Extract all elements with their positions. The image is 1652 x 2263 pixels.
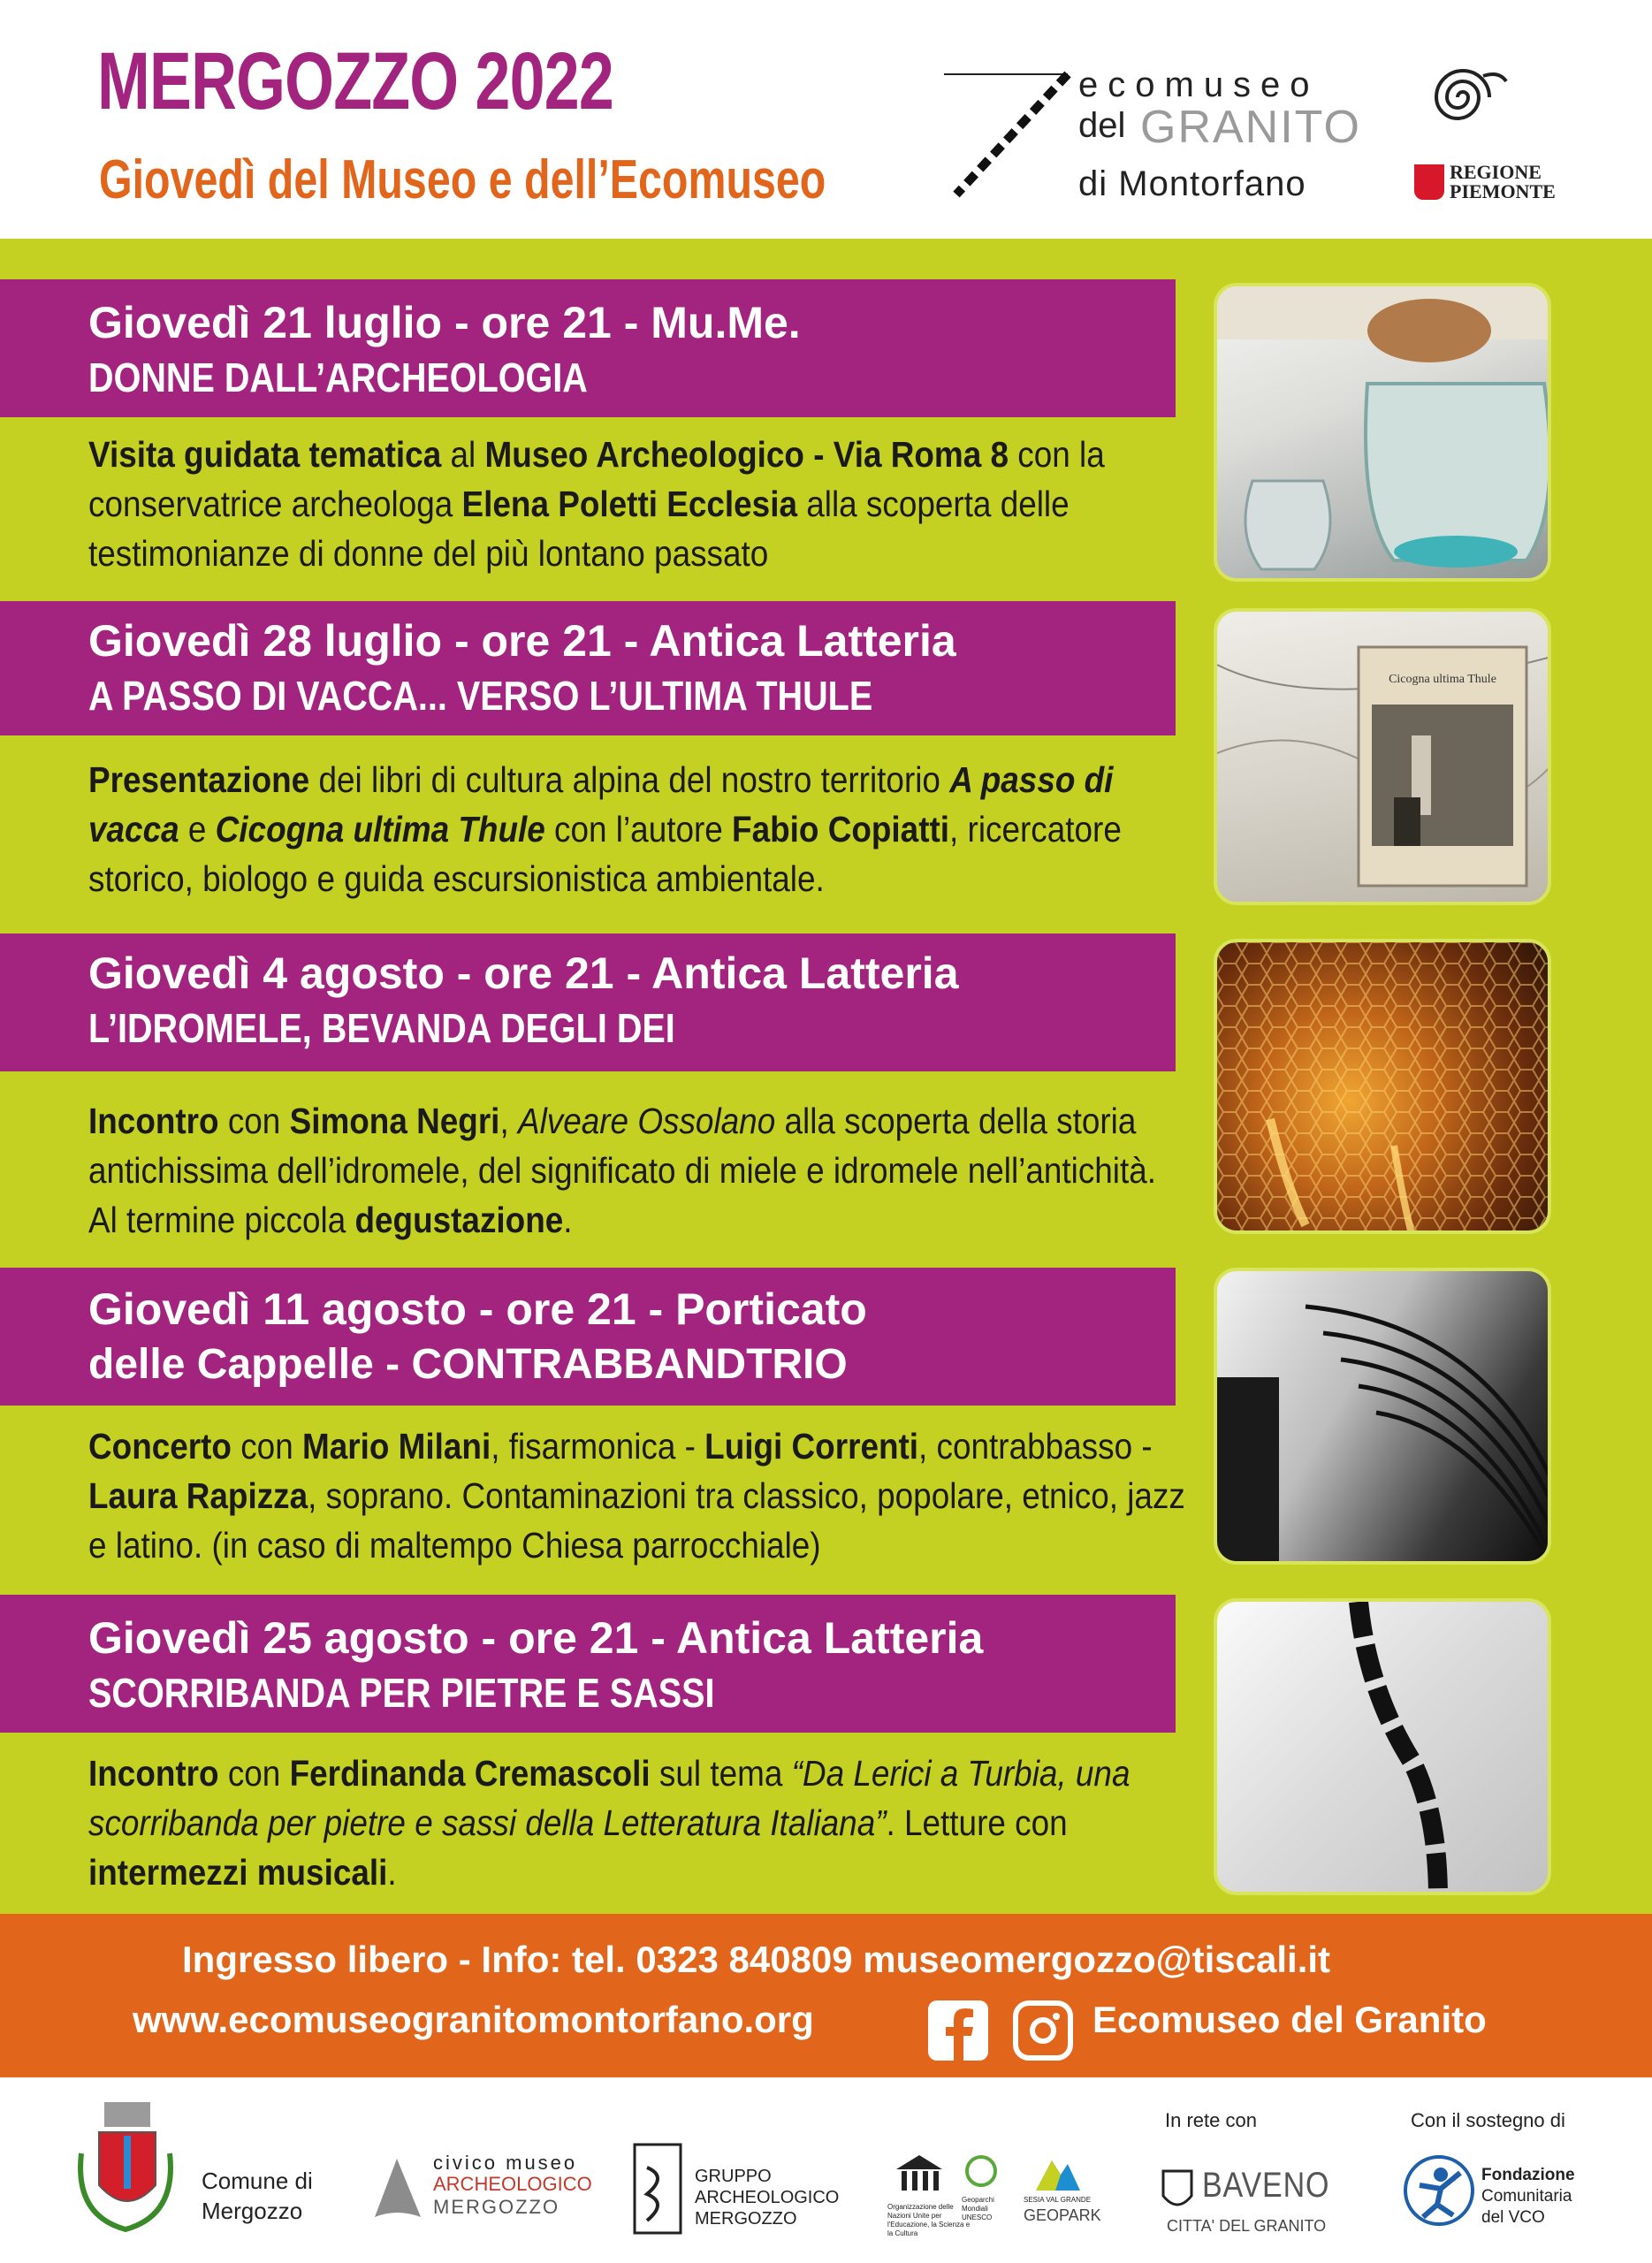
event-date-line: Giovedì 21 luglio - ore 21 - Mu.Me. (88, 298, 801, 347)
description-run: Incontro (88, 1101, 219, 1141)
sesia-label: SESIA VAL GRANDE (1024, 2196, 1092, 2204)
description-run: con la conservatrice archeologa (88, 434, 1105, 524)
event-photo-accordion (1214, 1268, 1551, 1565)
event-date-line: Giovedì 11 agosto - ore 21 - Porticato (88, 1284, 867, 1334)
spiral-hand-logo (1414, 62, 1511, 133)
event-photo-honey (1214, 939, 1551, 1234)
page-title: MERGOZZO 2022 (97, 36, 614, 126)
description-run: con (231, 1426, 302, 1467)
description-run: . (563, 1200, 573, 1240)
header (0, 0, 1652, 239)
description-run: , fisarmonica - (491, 1426, 705, 1467)
event-photo-book (1214, 608, 1551, 905)
gruppo-column-icon (631, 2141, 684, 2238)
event-photo-granite (1214, 1598, 1551, 1895)
event-header-4 (0, 1268, 1176, 1406)
description-run: Concerto (88, 1426, 232, 1467)
fondazione-label-1: Fondazione (1481, 2166, 1575, 2184)
ecomuseo-del: del (1078, 106, 1126, 145)
description-run: , ricercatore storico, biologo e guida escursionistica ambientale. (88, 809, 1122, 899)
geoparchi-label: Geoparchi Mondiali UNESCO (962, 2196, 994, 2221)
ecomuseo-granito: GRANITO (1140, 102, 1361, 153)
event-date-line: Giovedì 28 luglio - ore 21 - Antica Latteria (88, 616, 956, 666)
sponsors-bar (0, 2077, 1652, 2263)
info-band (0, 1914, 1652, 2077)
event-title-line: A PASSO DI VACCA... VERSO L’ULTIMA THULE (88, 673, 873, 719)
regione-piemonte-logo (1414, 161, 1564, 205)
event-title-line: delle Cappelle - CONTRABBANDTRIO (88, 1341, 848, 1388)
description-run: Ferdinanda Cremascoli (289, 1753, 651, 1794)
description-run: con (218, 1753, 290, 1794)
ecomuseo-logo (944, 62, 1386, 203)
description-run: Elena Poletti Ecclesia (461, 484, 797, 524)
description-run: , contrabbasso - (918, 1426, 1153, 1467)
description-run: Presentazione (88, 759, 310, 800)
description-run: Simona Negri (289, 1101, 500, 1141)
event-description-3 (88, 1096, 1186, 1245)
website-link[interactable]: www.ecomuseogranitomontorfano.org (133, 1999, 814, 2040)
unesco-label: Organizzazione delle Nazioni Unite per l'Educazione, la Scienza e la Cultura (887, 2203, 971, 2237)
event-header-3 (0, 933, 1176, 1071)
description-run: Alveare Ossolano (517, 1101, 776, 1141)
event-date-line: Giovedì 4 agosto - ore 21 - Antica Latteria (88, 949, 959, 998)
description-run: , (499, 1101, 518, 1141)
description-run: alla scoperta delle testimonianze di donne del più lontano passato (88, 484, 1070, 574)
baveno-crest-icon (1160, 2166, 1195, 2213)
description-run: al (441, 434, 485, 475)
geoparks-icon (963, 2152, 999, 2192)
description-run: Incontro (88, 1753, 219, 1794)
baveno-sub-label: CITTA' DEL GRANITO (1167, 2217, 1327, 2235)
geopark-label: GEOPARK (1024, 2206, 1101, 2224)
description-run: “Da Lerici a Turbia, una scorribanda per pietre e sassi della Letteratura Italiana” (88, 1753, 1131, 1843)
description-run: Visita guidata tematica (88, 434, 442, 475)
event-title-line: SCORRIBANDA PER PIETRE E SASSI (88, 1670, 715, 1716)
description-run: Museo Archeologico - Via Roma 8 (484, 434, 1009, 475)
in-rete-label: In rete con (1165, 2109, 1257, 2131)
event-header-1 (0, 279, 1176, 417)
description-run: Fabio Copiatti (732, 809, 950, 850)
event-date-line: Giovedì 25 agosto - ore 21 - Antica Latteria (88, 1613, 984, 1663)
unesco-temple-icon (893, 2152, 946, 2198)
fondazione-label-3: del VCO (1481, 2208, 1545, 2227)
event-title-line: L’IDROMELE, BEVANDA DEGLI DEI (88, 1005, 675, 1051)
description-run: con (218, 1101, 290, 1141)
comune-label: Comune di Mergozzo (202, 2168, 313, 2224)
fondazione-label-2: Comunitaria (1481, 2187, 1572, 2206)
gruppo-label: GRUPPO ARCHEOLOGICO MERGOZZO (695, 2167, 840, 2229)
description-run: con l’autore (544, 809, 733, 850)
granite-cut-icon (944, 62, 1077, 203)
description-run: A passo di vacca (88, 759, 1114, 850)
shield-icon (1414, 164, 1444, 200)
page-subtitle: Giovedì del Museo e dell’Ecomuseo (99, 149, 826, 210)
description-run: Mario Milani (301, 1426, 491, 1467)
baveno-label: BAVENO (1202, 2166, 1330, 2205)
event-description-2 (88, 755, 1186, 903)
description-run: alla scoperta della storia antichissima dell’idromele, del significato di miele e idromele nell’antichità. Al termine piccola (88, 1101, 1157, 1240)
museo-label-3: MERGOZZO (433, 2196, 560, 2218)
mergozzo-crest-icon (72, 2100, 184, 2233)
description-run: Laura Rapizza (88, 1475, 308, 1516)
piemonte-label: PIEMONTE (1450, 180, 1556, 202)
event-description-1 (88, 430, 1186, 578)
fondazione-figure-icon (1402, 2153, 1476, 2228)
event-description-5 (88, 1749, 1186, 1897)
event-title-line: DONNE DALL’ARCHEOLOGIA (88, 354, 588, 400)
event-description-4 (88, 1421, 1186, 1570)
description-run: . Letture con (886, 1802, 1068, 1843)
regione-label: REGIONE (1450, 161, 1542, 183)
ecomuseo-label: ecomuseo (1078, 65, 1320, 104)
museo-label-2: ARCHEOLOGICO (433, 2173, 592, 2195)
description-run: , soprano. Contaminazioni tra classico, popolare, etnico, jazz e latino. (in caso di maltempo Chiesa parrocchiale) (88, 1475, 1185, 1566)
event-header-2 (0, 601, 1176, 735)
description-run: Luigi Correnti (704, 1426, 919, 1467)
description-run: e (179, 809, 216, 850)
arrowhead-icon (366, 2155, 428, 2226)
description-run: sul tema (650, 1753, 792, 1794)
mountain-icon (1034, 2152, 1082, 2192)
description-run: Cicogna ultima Thule (215, 809, 545, 850)
description-run: dei libri di cultura alpina del nostro territorio (309, 759, 950, 800)
facebook-icon[interactable] (928, 2000, 988, 2061)
sostegno-label: Con il sostegno di (1411, 2109, 1565, 2131)
info-contacts[interactable]: Ingresso libero - Info: tel. 0323 840809 museomergozzo@tiscali.it (182, 1939, 1331, 1980)
instagram-icon[interactable] (1013, 2000, 1073, 2061)
description-run: degustazione (354, 1200, 564, 1240)
description-run: . (387, 1852, 397, 1893)
museo-label-1: civico museo (433, 2152, 578, 2174)
event-header-5 (0, 1595, 1176, 1733)
book-title: Cicogna ultima Thule (1389, 673, 1496, 686)
description-run: intermezzi musicali (88, 1852, 388, 1893)
ecomuseo-montorfano: di Montorfano (1078, 164, 1306, 203)
event-photo-glass (1214, 283, 1551, 582)
social-name: Ecomuseo del Granito (1092, 1999, 1487, 2040)
